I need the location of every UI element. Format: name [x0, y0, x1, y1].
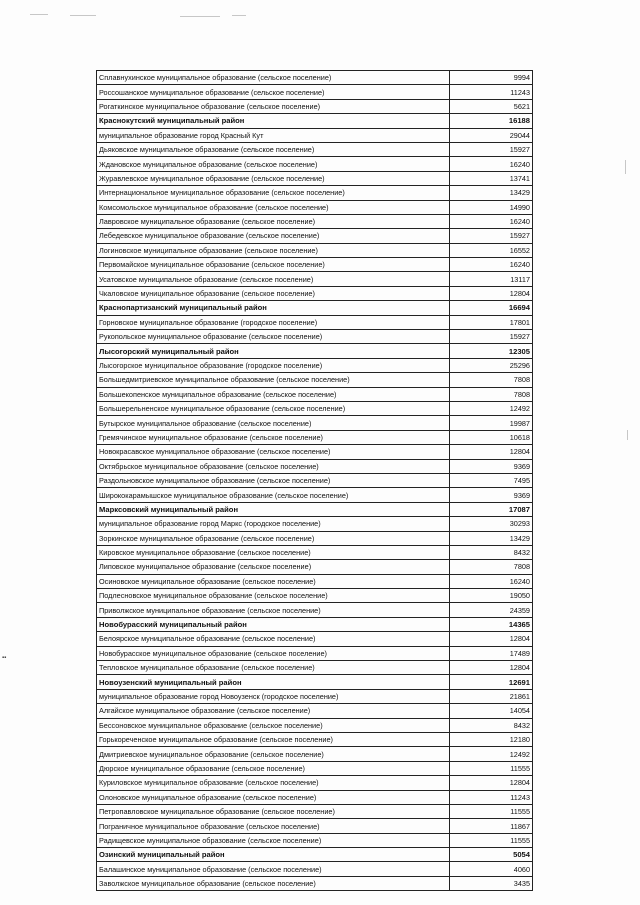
row-value: 9369 — [450, 459, 533, 473]
row-value: 17087 — [450, 502, 533, 516]
row-name: Горновское муниципальное образование (городское поселение) — [97, 315, 450, 329]
table-row — [97, 574, 533, 588]
row-name: Сплавнухинское муниципальное образование (сельское поселение) — [97, 71, 450, 85]
table-row — [97, 99, 533, 113]
data-table — [96, 70, 533, 891]
row-value: 11867 — [450, 819, 533, 833]
table-row — [97, 488, 533, 502]
row-name: муниципальное образование город Маркс (городское поселение) — [97, 517, 450, 531]
row-value: 16188 — [450, 114, 533, 128]
table-row — [97, 128, 533, 142]
row-value: 13741 — [450, 171, 533, 185]
row-name: Интернациональное муниципальное образование (сельское поселение) — [97, 186, 450, 200]
row-name: Краснокутский муниципальный район — [97, 114, 450, 128]
row-name: Белоярское муниципальное образование (сельское поселение) — [97, 632, 450, 646]
row-name: Тепловское муниципальное образование (сельское поселение) — [97, 661, 450, 675]
table-row — [97, 473, 533, 487]
row-name: Усатовское муниципальное образование (сельское поселение) — [97, 272, 450, 286]
table-row — [97, 157, 533, 171]
row-name: Лысогорский муниципальный район — [97, 344, 450, 358]
table-row — [97, 272, 533, 286]
row-value: 11555 — [450, 761, 533, 775]
row-name: муниципальное образование город Новоузенск (городское поселение) — [97, 689, 450, 703]
district-row — [97, 114, 533, 128]
row-name: Липовское муниципальное образование (сельское поселение) — [97, 560, 450, 574]
row-name: Большекопенское муниципальное образование (сельское поселение) — [97, 387, 450, 401]
row-name: Пограничное муниципальное образование (сельское поселение) — [97, 819, 450, 833]
scan-speck — [30, 14, 48, 15]
row-value: 16552 — [450, 243, 533, 257]
table-row — [97, 315, 533, 329]
row-name: Рогаткинское муниципальное образование (сельское поселение) — [97, 99, 450, 113]
row-value: 12691 — [450, 675, 533, 689]
table-row — [97, 876, 533, 890]
row-name: Дьяковское муниципальное образование (сельское поселение) — [97, 142, 450, 156]
table-row — [97, 545, 533, 559]
row-value: 14054 — [450, 704, 533, 718]
row-name: Заволжское муниципальное образование (сельское поселение) — [97, 876, 450, 890]
row-value: 12804 — [450, 632, 533, 646]
row-name: Марксовский муниципальный район — [97, 502, 450, 516]
table-row — [97, 776, 533, 790]
row-name: Бутырское муниципальное образование (сельское поселение) — [97, 416, 450, 430]
table-row — [97, 804, 533, 818]
row-value: 12492 — [450, 401, 533, 415]
district-row — [97, 502, 533, 516]
table-row — [97, 200, 533, 214]
row-value: 11555 — [450, 804, 533, 818]
row-value: 12804 — [450, 661, 533, 675]
row-value: 7808 — [450, 560, 533, 574]
row-value: 13429 — [450, 186, 533, 200]
row-name: Новобурасское муниципальное образование (сельское поселение) — [97, 646, 450, 660]
row-value: 5054 — [450, 848, 533, 862]
row-value: 25296 — [450, 358, 533, 372]
district-row — [97, 617, 533, 631]
row-value: 29044 — [450, 128, 533, 142]
table-row — [97, 531, 533, 545]
table-row — [97, 258, 533, 272]
row-name: Новокрасавское муниципальное образование (сельское поселение) — [97, 445, 450, 459]
row-name: Журавлевское муниципальное образование (сельское поселение) — [97, 171, 450, 185]
table-row — [97, 689, 533, 703]
row-name: Новоузенский муниципальный район — [97, 675, 450, 689]
table-row — [97, 142, 533, 156]
table-row — [97, 171, 533, 185]
table-row — [97, 560, 533, 574]
row-name: Чкаловское муниципальное образование (сельское поселение) — [97, 286, 450, 300]
row-value: 8432 — [450, 545, 533, 559]
row-value: 30293 — [450, 517, 533, 531]
table-row — [97, 430, 533, 444]
row-name: Алгайское муниципальное образование (сельское поселение) — [97, 704, 450, 718]
row-name: Первомайское муниципальное образование (сельское поселение) — [97, 258, 450, 272]
row-name: Дмитриевское муниципальное образование (сельское поселение) — [97, 747, 450, 761]
scan-speck — [232, 15, 246, 16]
row-name: Логиновское муниципальное образование (сельское поселение) — [97, 243, 450, 257]
row-name: Раздольновское муниципальное образование (сельское поселение) — [97, 473, 450, 487]
row-name: Россошанское муниципальное образование (сельское поселение) — [97, 85, 450, 99]
table-row — [97, 401, 533, 415]
row-value: 11243 — [450, 85, 533, 99]
table-row — [97, 387, 533, 401]
row-name: Подлесновское муниципальное образование (сельское поселение) — [97, 589, 450, 603]
table-row — [97, 85, 533, 99]
row-value: 7808 — [450, 387, 533, 401]
table-row — [97, 445, 533, 459]
row-value: 16240 — [450, 258, 533, 272]
table-row — [97, 243, 533, 257]
table-row — [97, 186, 533, 200]
table-row — [97, 286, 533, 300]
table-row — [97, 819, 533, 833]
row-name: Большерельненское муниципальное образование (сельское поселение) — [97, 401, 450, 415]
row-value: 12492 — [450, 747, 533, 761]
row-value: 7808 — [450, 373, 533, 387]
table-body — [97, 71, 533, 891]
table-row — [97, 747, 533, 761]
row-name: Лавровское муниципальное образование (сельское поселение) — [97, 214, 450, 228]
row-name: Приволжское муниципальное образование (сельское поселение) — [97, 603, 450, 617]
table-row — [97, 330, 533, 344]
row-value: 8432 — [450, 718, 533, 732]
scan-speck — [625, 160, 626, 174]
row-name: Дюрское муниципальное образование (сельское поселение) — [97, 761, 450, 775]
district-row — [97, 848, 533, 862]
row-value: 16240 — [450, 157, 533, 171]
district-row — [97, 675, 533, 689]
row-value: 13429 — [450, 531, 533, 545]
row-name: Петропавловское муниципальное образование (сельское поселение) — [97, 804, 450, 818]
row-value: 12804 — [450, 445, 533, 459]
row-value: 16694 — [450, 301, 533, 315]
table-row — [97, 646, 533, 660]
row-name: Радищевское муниципальное образование (сельское поселение) — [97, 833, 450, 847]
row-name: Ждановское муниципальное образование (сельское поселение) — [97, 157, 450, 171]
row-value: 3435 — [450, 876, 533, 890]
table-row — [97, 71, 533, 85]
table-row — [97, 761, 533, 775]
row-name: Большедмитриевское муниципальное образование (сельское поселение) — [97, 373, 450, 387]
row-value: 14990 — [450, 200, 533, 214]
table-row — [97, 373, 533, 387]
district-row — [97, 301, 533, 315]
row-value: 9369 — [450, 488, 533, 502]
row-name: Горькореченское муниципальное образование (сельское поселение) — [97, 732, 450, 746]
row-name: Ширококарамышское муниципальное образование (сельское поселение) — [97, 488, 450, 502]
table-row — [97, 229, 533, 243]
row-value: 15927 — [450, 142, 533, 156]
table-row — [97, 603, 533, 617]
row-value: 16240 — [450, 574, 533, 588]
row-value: 17801 — [450, 315, 533, 329]
row-name: Кировское муниципальное образование (сельское поселение) — [97, 545, 450, 559]
scan-speck — [70, 15, 96, 16]
row-name: Балашинское муниципальное образование (сельское поселение) — [97, 862, 450, 876]
row-value: 10618 — [450, 430, 533, 444]
table-row — [97, 459, 533, 473]
table-row — [97, 790, 533, 804]
table-row — [97, 589, 533, 603]
row-value: 19987 — [450, 416, 533, 430]
table-row — [97, 416, 533, 430]
row-value: 17489 — [450, 646, 533, 660]
table-row — [97, 517, 533, 531]
row-name: Краснопартизанский муниципальный район — [97, 301, 450, 315]
row-name: Лебедевское муниципальное образование (сельское поселение) — [97, 229, 450, 243]
table-row — [97, 732, 533, 746]
table-row — [97, 718, 533, 732]
row-value: 15927 — [450, 330, 533, 344]
table-row — [97, 704, 533, 718]
table-row — [97, 214, 533, 228]
scan-speck — [627, 430, 628, 440]
row-value: 15927 — [450, 229, 533, 243]
table-row — [97, 862, 533, 876]
row-value: 9994 — [450, 71, 533, 85]
row-name: Лысогорское муниципальное образование (городское поселение) — [97, 358, 450, 372]
table-row — [97, 358, 533, 372]
row-name: Гремячинское муниципальное образование (сельское поселение) — [97, 430, 450, 444]
row-value: 24359 — [450, 603, 533, 617]
row-value: 12804 — [450, 286, 533, 300]
row-name: Рукопольское муниципальное образование (сельское поселение) — [97, 330, 450, 344]
table-row — [97, 833, 533, 847]
row-value: 12305 — [450, 344, 533, 358]
row-name: Октябрьское муниципальное образование (сельское поселение) — [97, 459, 450, 473]
row-name: Зоркинское муниципальное образование (сельское поселение) — [97, 531, 450, 545]
row-name: Осиновское муниципальное образование (сельское поселение) — [97, 574, 450, 588]
row-value: 16240 — [450, 214, 533, 228]
row-value: 11555 — [450, 833, 533, 847]
row-name: Олоновское муниципальное образование (сельское поселение) — [97, 790, 450, 804]
row-value: 12180 — [450, 732, 533, 746]
row-name: Бессоновское муниципальное образование (сельское поселение) — [97, 718, 450, 732]
scan-speck — [180, 16, 220, 17]
row-value: 11243 — [450, 790, 533, 804]
row-value: 14365 — [450, 617, 533, 631]
row-value: 13117 — [450, 272, 533, 286]
row-name: Куриловское муниципальное образование (сельское поселение) — [97, 776, 450, 790]
row-value: 5621 — [450, 99, 533, 113]
table-row — [97, 661, 533, 675]
row-value: 12804 — [450, 776, 533, 790]
row-value: 7495 — [450, 473, 533, 487]
row-value: 19050 — [450, 589, 533, 603]
margin-mark: ▪▪ — [2, 655, 7, 661]
row-name: Комсомольское муниципальное образование (сельское поселение) — [97, 200, 450, 214]
row-name: Новобурасский муниципальный район — [97, 617, 450, 631]
row-name: муниципальное образование город Красный Кут — [97, 128, 450, 142]
row-value: 4060 — [450, 862, 533, 876]
row-name: Озинский муниципальный район — [97, 848, 450, 862]
district-row — [97, 344, 533, 358]
table-row — [97, 632, 533, 646]
row-value: 21861 — [450, 689, 533, 703]
